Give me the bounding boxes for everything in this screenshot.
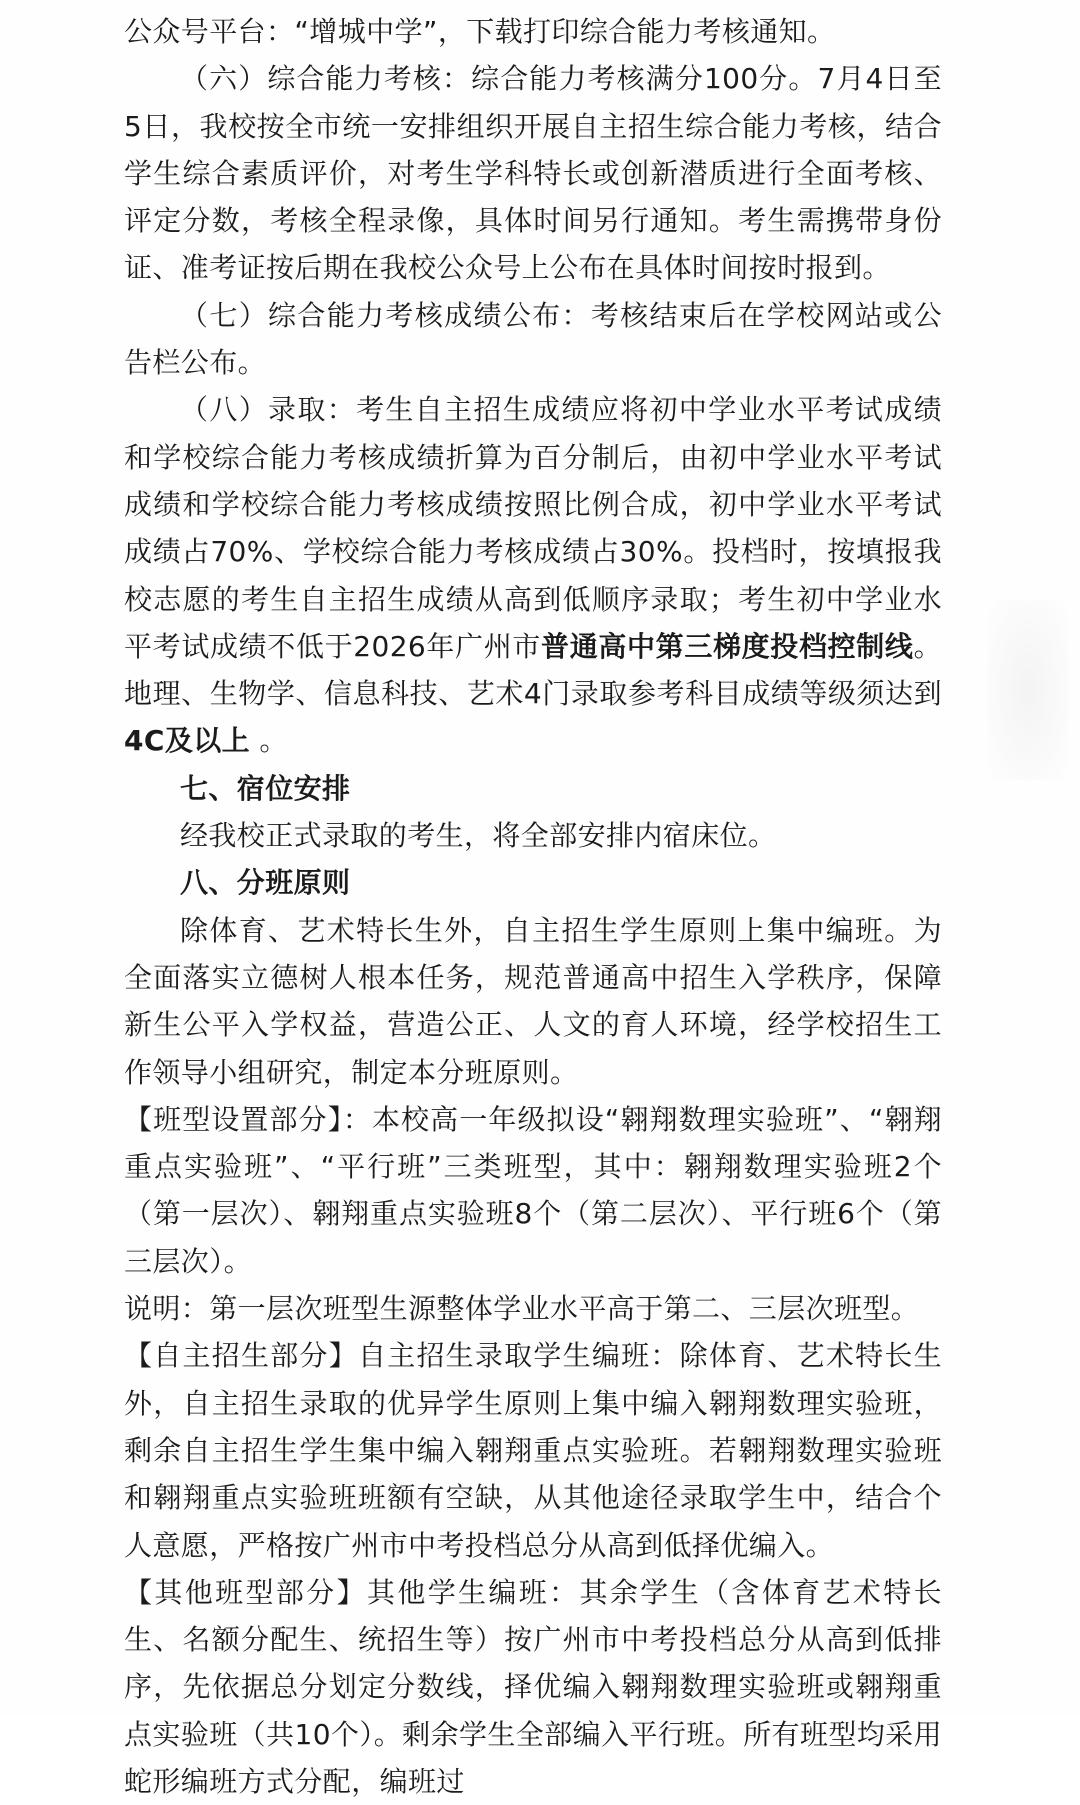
paragraph-admission bbox=[124, 386, 942, 764]
admission-bold-grade: 4C及以上 bbox=[124, 724, 251, 758]
paragraph-assessment-results: （七）综合能力考核成绩公布：考核结束后在学校网站或公告栏公布。 bbox=[124, 298, 942, 380]
paragraph-comprehensive-assessment: （六）综合能力考核：综合能力考核满分100分。7月4日至5日，我校按全市统一安排组织开展自主招生综合能力考核，结合学生综合素质评价，对考生学科特长或创新潜质进行全面考核、评定分数，考核全程录像，具体时间另行通知。考生需携带身份证、准考证按后期在我校公众号上公布在具体时间按时报到。 bbox=[124, 62, 942, 285]
admission-text-2: 。地理、生物学、信息科技、艺术4门录取参考科目成绩等级须达到 bbox=[124, 629, 942, 711]
paragraph-class-intro: 除体育、艺术特长生外，自主招生学生原则上集中编班。为全面落实立德树人根本任务，规范普通高中招生入学秩序，保障新生公平入学权益，营造公正、人文的育人环境，经学校招生工作领导小组研究，制定本分班原则。 bbox=[124, 913, 942, 1089]
section-heading-class-division: 八、分班原则 bbox=[180, 866, 351, 900]
paragraph-note: 说明：第一层次班型生源整体学业水平高于第二、三层次班型。 bbox=[124, 1292, 920, 1326]
paragraph-self-enrollment: 【自主招生部分】自主招生录取学生编班：除体育、艺术特长生外，自主招生录取的优异学生原则上集中编入翱翔数理实验班，剩余自主招生学生集中编入翱翔重点实验班。若翱翔数理实验班和翱翔重点实验班班额有空缺，从其他途径录取学生中，结合个人意愿，严格按广州市中考投档总分从高到低择优编入。 bbox=[124, 1339, 942, 1562]
admission-bold-control-line: 普通高中第三梯度投档控制线 bbox=[541, 629, 914, 663]
admission-text-1: （八）录取：考生自主招生成绩应将初中学业水平考试成绩和学校综合能力考核成绩折算为百分制后，由初中学业水平考试成绩和学校综合能力考核成绩按照比例合成，初中学业水平考试成绩占70%、学校综合能力考核成绩占30%。投档时，按填报我校志愿的考生自主招生成绩从高到低顺序录取；考生初中学业水平考试成绩不低于2026年广州市 bbox=[124, 393, 942, 663]
section-heading-dorm: 七、宿位安排 bbox=[180, 771, 351, 805]
paragraph-other-classes: 【其他班型部分】其他学生编班：其余学生（含体育艺术特长生、名额分配生、统招生等）按广州市中考投档总分从高到低排序，先依据总分划定分数线，择优编入翱翔数理实验班或翱翔重点实验班（共10个）。剩余学生全部编入平行班。所有班型均采用蛇形编班方式分配，编班过 bbox=[124, 1575, 942, 1798]
paragraph-class-types: 【班型设置部分】：本校高一年级拟设“翱翔数理实验班”、“翱翔重点实验班”、“平行班”三类班型，其中：翱翔数理实验班2个（第一层次）、翱翔重点实验班8个（第二层次）、平行班6个（第三层次）。 bbox=[124, 1102, 942, 1278]
admission-text-3: 。 bbox=[250, 724, 288, 758]
paragraph-dorm: 经我校正式录取的考生，将全部安排内宿床位。 bbox=[180, 819, 777, 853]
paragraph-intro-tail: 公众号平台：“增城中学”，下载打印综合能力考核通知。 bbox=[124, 15, 836, 48]
photo-glare bbox=[988, 600, 1068, 780]
